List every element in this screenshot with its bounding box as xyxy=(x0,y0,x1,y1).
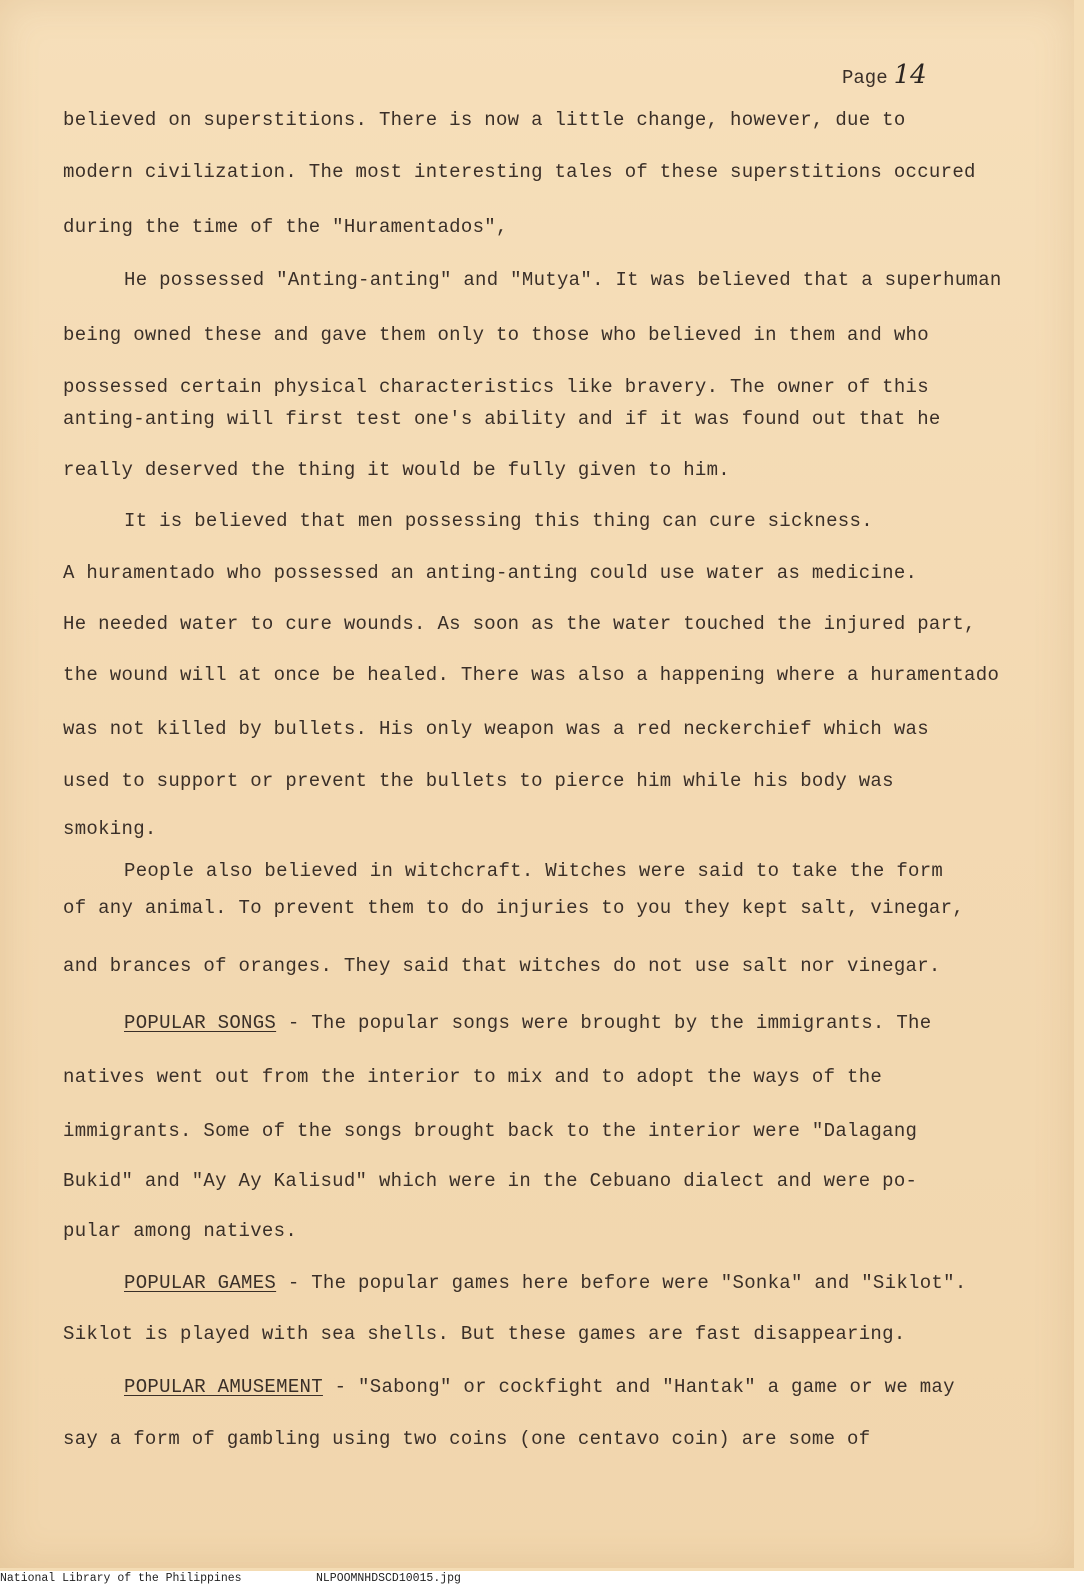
text-line: believed on superstitions. There is now a little change, however, due to xyxy=(63,109,906,131)
heading-popular-games: POPULAR GAMES xyxy=(124,1272,277,1294)
heading-popular-amusement: POPULAR AMUSEMENT xyxy=(124,1376,323,1398)
text-line: Bukid" and "Ay Ay Kalisud" which were in the Cebuano dialect and were po- xyxy=(63,1170,918,1192)
footer-filename: NLPOOMNHDSCD10015.jpg xyxy=(316,1572,461,1585)
text-line: Siklot is played with sea shells. But these games are fast disappearing. xyxy=(63,1323,906,1345)
paragraph-start-line: People also believed in witchcraft. Witches were said to take the form xyxy=(124,860,944,882)
text-line: used to support or prevent the bullets to pierce him while his body was xyxy=(63,770,894,792)
paragraph-start-line: It is believed that men possessing this thing can cure sickness. xyxy=(124,510,873,532)
text-line: during the time of the "Huramentados", xyxy=(63,216,508,238)
text-line: of any animal. To prevent them to do injuries to you they kept salt, vinegar, xyxy=(63,897,965,919)
heading-dash: - xyxy=(276,1272,312,1294)
text-line: being owned these and gave them only to those who believed in them and who xyxy=(63,324,929,346)
text-line: smoking. xyxy=(63,818,157,840)
handwritten-page-number: 14 xyxy=(893,60,927,90)
heading-dash: - xyxy=(322,1376,359,1398)
archive-footer xyxy=(0,1571,1084,1585)
text-line: really deserved the thing it would be fully given to him. xyxy=(63,459,731,481)
text-line: anting-anting will first test one's ability and if it was found out that he xyxy=(63,408,941,430)
text-line: possessed certain physical characteristics like bravery. The owner of this xyxy=(63,376,929,398)
footer-institution: National Library of the Philippines xyxy=(0,1572,242,1585)
heading-popular-songs: POPULAR SONGS xyxy=(124,1012,277,1034)
text-line: and brances of oranges. They said that witches do not use salt nor vinegar. xyxy=(63,955,941,977)
text-line: A huramentado who possessed an anting-anting could use water as medicine. xyxy=(63,562,918,584)
text-line: modern civilization. The most interesting tales of these superstitions occured xyxy=(63,161,976,183)
section-text: The popular games here before were "Sonka" and "Siklot". xyxy=(311,1272,967,1294)
songs-section-line xyxy=(124,1014,931,1033)
text-line: natives went out from the interior to mix and to adopt the ways of the xyxy=(63,1066,883,1088)
amusement-section-line xyxy=(124,1378,955,1397)
paragraph-start-line: He possessed "Anting-anting" and "Mutya". It was believed that a superhuman xyxy=(124,269,1002,291)
text-line: the wound will at once be healed. There was also a happening where a huramentado xyxy=(63,664,1000,686)
text-line: was not killed by bullets. His only weapon was a red neckerchief which was xyxy=(63,718,929,740)
page-label: Page xyxy=(842,67,888,89)
text-line: pular among natives. xyxy=(63,1220,298,1242)
text-line: He needed water to cure wounds. As soon as the water touched the injured part, xyxy=(63,613,976,635)
section-text: The popular songs were brought by the immigrants. The xyxy=(311,1012,932,1034)
text-line: say a form of gambling using two coins (one centavo coin) are some of xyxy=(63,1428,871,1450)
text-line: immigrants. Some of the songs brought back to the interior were "Dalagang xyxy=(63,1120,918,1142)
heading-dash: - xyxy=(276,1012,312,1034)
section-text: "Sabong" or cockfight and "Hantak" a game or we may xyxy=(358,1376,955,1398)
games-section-line xyxy=(124,1274,967,1293)
page-number xyxy=(842,60,927,90)
